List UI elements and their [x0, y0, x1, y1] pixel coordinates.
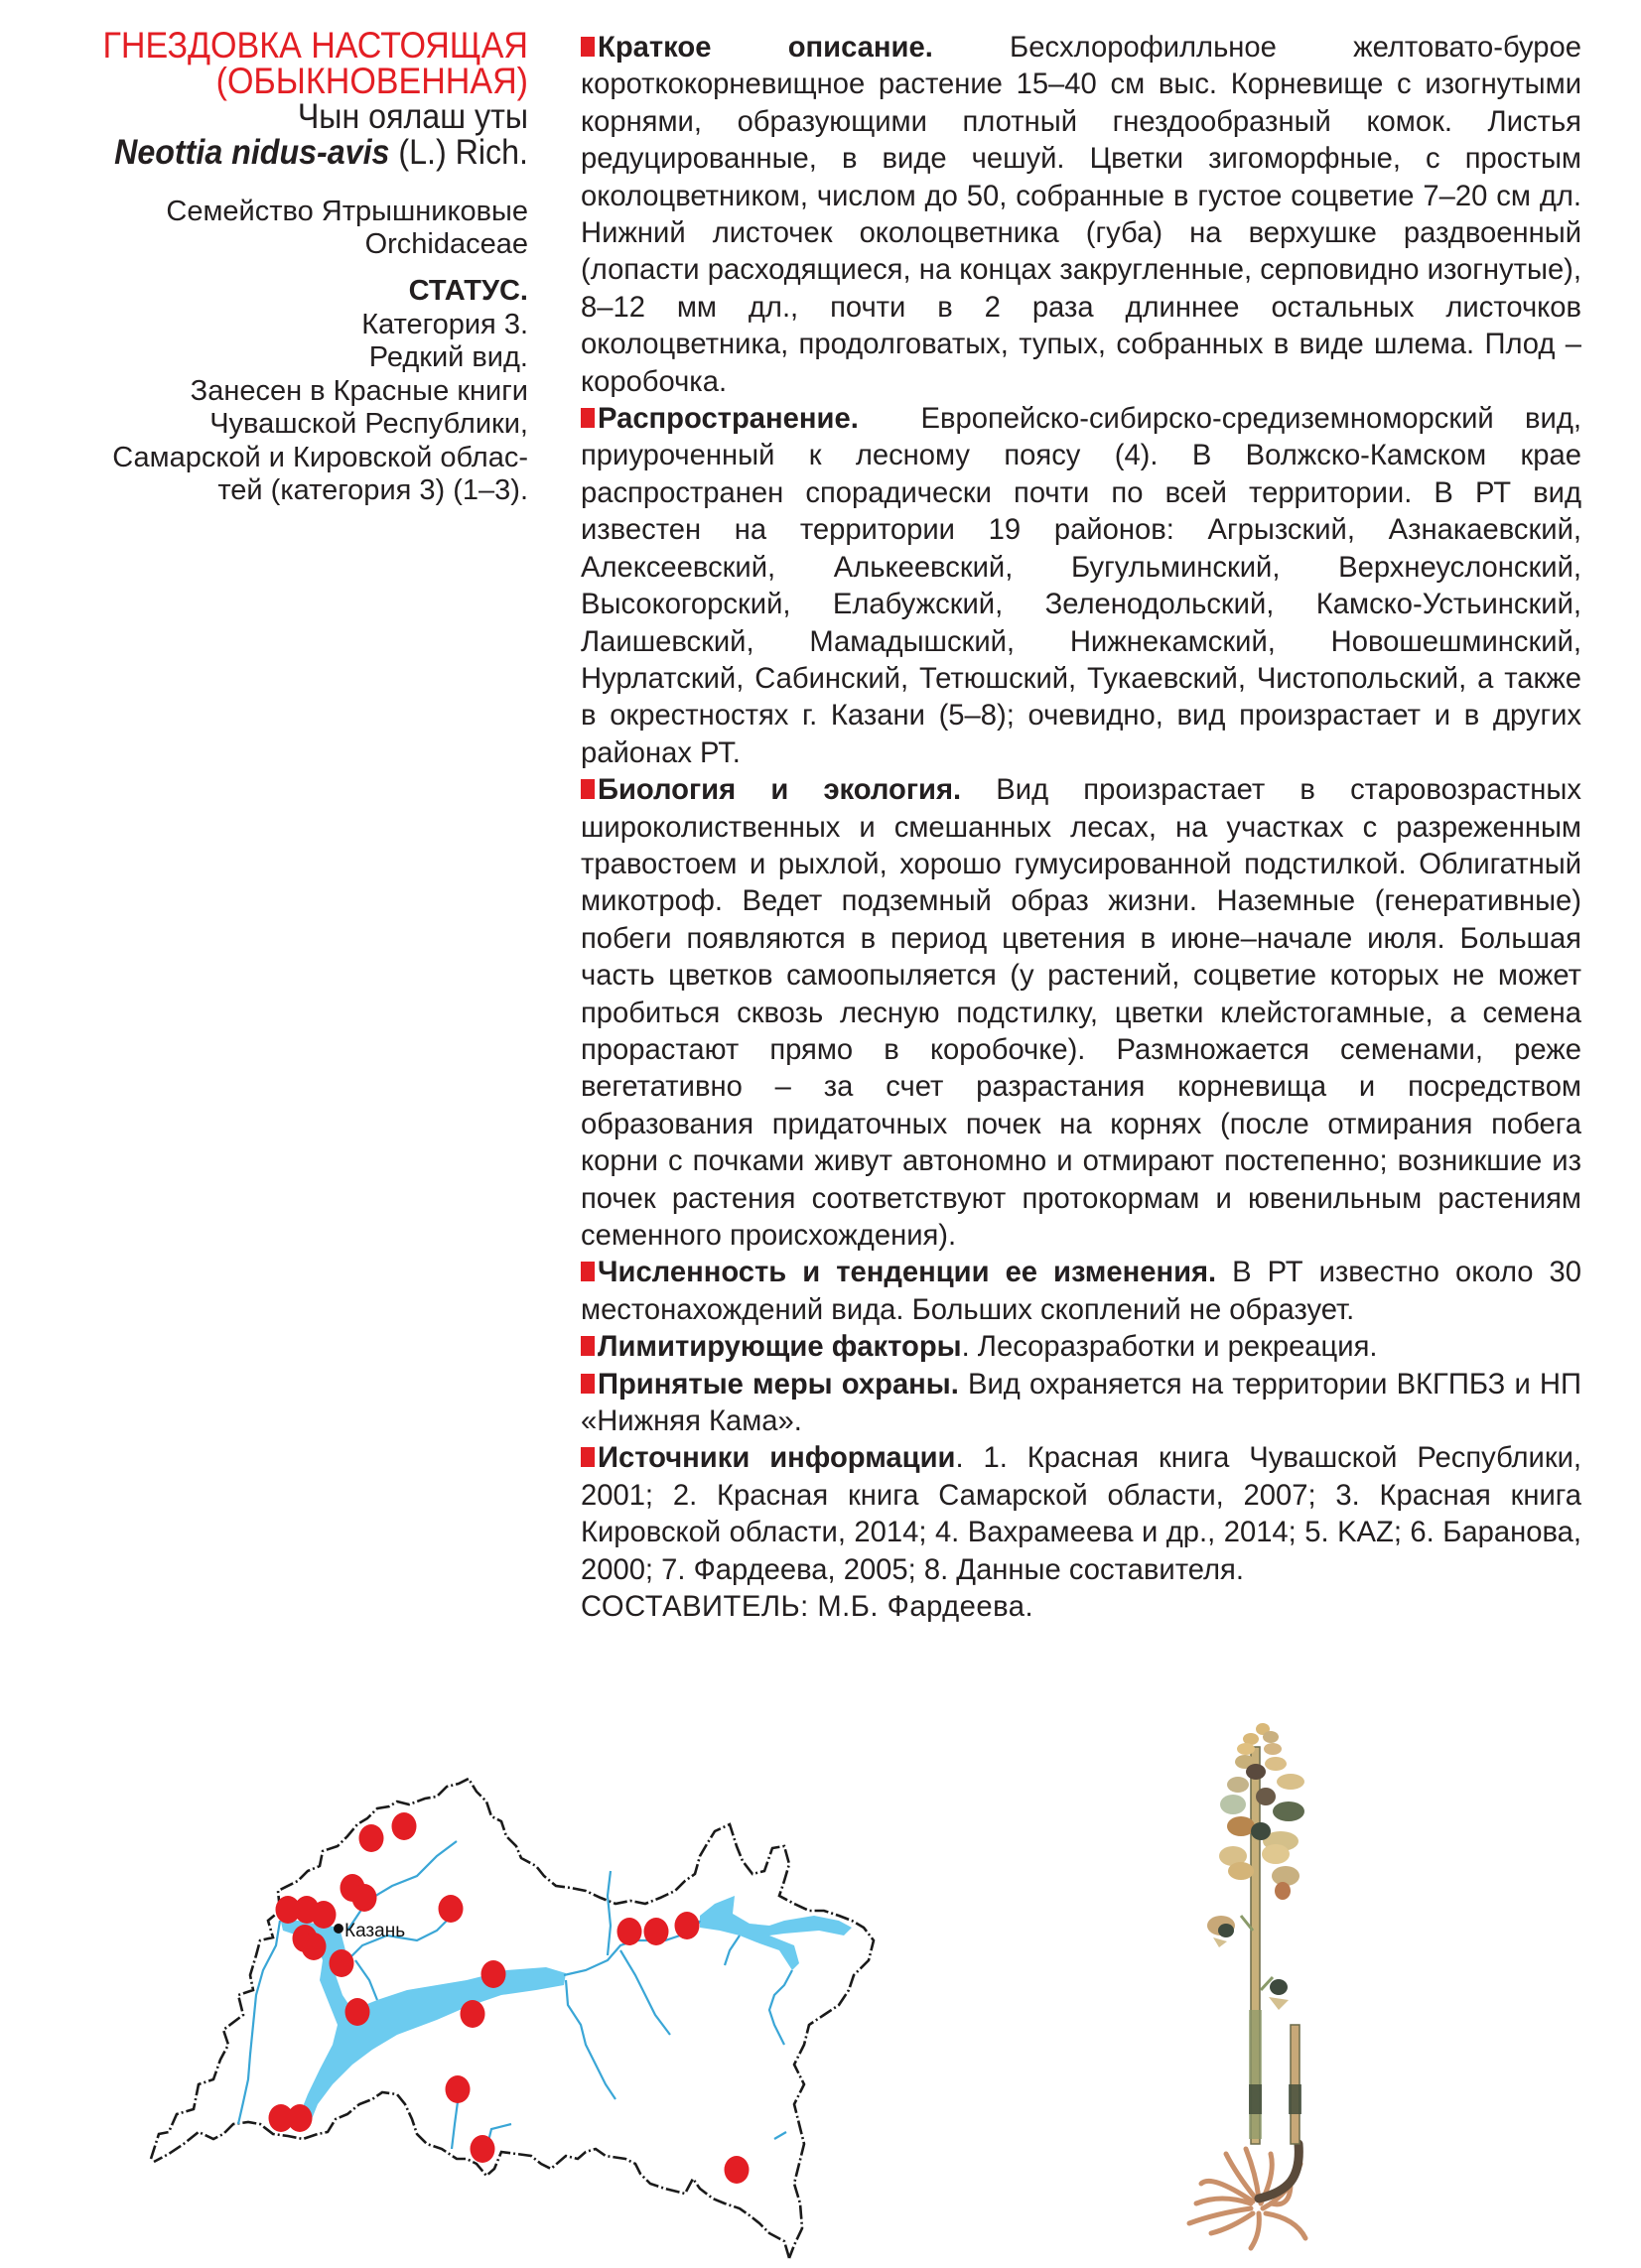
family-ru: Семейство Ятрышниковые	[166, 196, 528, 227]
section-text: Вид охраняется на территории ВКГПБЗ и НП «Нижняя Кама».	[581, 1368, 1581, 1438]
locality-dot	[312, 1901, 337, 1929]
status-line-2: Редкий вид.	[368, 341, 528, 373]
river-kondurcha	[774, 2132, 786, 2139]
section-heading: Биология и экология.	[598, 774, 962, 807]
species-header	[40, 25, 528, 508]
city-marker-kazan	[334, 1924, 343, 1934]
section-limiting-factors	[581, 1329, 1581, 1366]
section-heading: Численность и тенденции ее изменения.	[598, 1257, 1217, 1289]
title-line-2: (ОБЫКНОВЕННАЯ)	[215, 61, 528, 101]
compiler-line: СОСТАВИТЕЛЬ: М.Б. Фардеева.	[581, 1591, 1034, 1624]
section-protection	[581, 1367, 1581, 1441]
latin-binomial: Neottia nidus-avis	[114, 133, 390, 172]
status-line-5: Самарской и Кировской облас-	[112, 441, 528, 473]
river-ik	[769, 1970, 792, 2045]
section-sources	[581, 1440, 1581, 1589]
section-heading: Источники информации	[598, 1442, 956, 1475]
status-line-3: Занесен в Красные книги	[190, 374, 528, 407]
section-abundance	[581, 1255, 1581, 1329]
rivers	[238, 1841, 792, 2149]
locality-dot	[330, 1949, 354, 1977]
stem-sheath	[1249, 2010, 1262, 2139]
river-zay	[620, 1950, 670, 2035]
section-text: . Лесоразработки и рекреация.	[961, 1331, 1378, 1364]
locality-dot	[725, 2156, 750, 2184]
locality-dot	[617, 1918, 642, 1945]
locality-dot	[675, 1912, 700, 1939]
section-bullet-icon	[581, 1336, 595, 1356]
nizhnekamsk-reservoir	[700, 1896, 852, 1970]
status-category: Категория 3.	[361, 308, 528, 340]
section-bullet-icon	[581, 779, 595, 799]
section-text: Европейско-сибирско-средиземноморский вид, приуроченный к лесному поясу (4). В Волжско-Камском крае распространен спорадически почти по всей территории. В РТ вид известен на территории 19 районов: Агрызский, Азнакаевский, Алексеевский, Алькеевский, Бугульминский, Верхнеуслонский, Высокогорский, Елабужский, Зеленодольский, Камско-Устьинский, Лаишевский, Мамадышский, Нижнекамский, Новошешминский, Нурлатский, Сабинский, Тетюшский, Тукаевский, Чистопольский, а также в окрестностях г. Казани (5–8); очевидно, вид произрастает и в других районах РТ.	[581, 403, 1590, 769]
locality-dot	[359, 1824, 384, 1852]
section-text: В РТ известно около 30 местонахождений вида. Больших скоплений не образует.	[581, 1257, 1581, 1326]
species-title-tatar: Чын оялаш уты	[297, 97, 528, 136]
city-label-kazan: Казань	[344, 1921, 406, 1941]
locality-dot	[446, 2075, 471, 2103]
status-line-6: тей (категория 3) (1–3).	[217, 474, 528, 506]
section-text: Вид произрастает в старовозрастных широколиственных и смешанных лесах, на участках с разреженным травостоем и рыхлой, хорошо гумусированной подстилкой. Облигатный микотроф. Ведет подземный образ жизни. Наземные (генеративные) побеги появляются в период цветения в июне–начале июля. Большая часть цветков самоопыляется (у растений, соцветие которых не может пробиться сквозь лесную подстилку, цветки клейстогамные, а семена прорастают прямо в коробочке). Размножается семенами, реже вегетативно – за счет разрастания корневища и посредством образования придаточных почек на корнях (после отмирания побега корни с почками живут автономно и отмирают постепенно; возникшие из почек растения соответствуют протокормам и ювенильным растениям семенного происхождения).	[581, 774, 1581, 1252]
species-description	[581, 30, 1590, 1626]
plant-svg	[1142, 1707, 1469, 2263]
status-block	[40, 275, 528, 508]
river-volga-north	[238, 1921, 280, 2124]
plant-illustration	[1142, 1707, 1469, 2263]
region-border	[151, 1779, 874, 2258]
section-bullet-icon	[581, 408, 595, 428]
river-vyatka	[608, 1871, 611, 1955]
section-bullet-icon	[581, 1447, 595, 1467]
locality-dot	[439, 1895, 464, 1923]
second-stem-sheath	[1289, 2084, 1301, 2114]
locality-dot	[461, 2000, 485, 2028]
section-bullet-icon	[581, 1374, 595, 1394]
status-line-1	[40, 275, 528, 341]
section-text: Бесхлорофилльное желтовато-бурое короткокорневищное растение 15–40 см выс. Корневище с изогнутыми корнями, образующими плотный гнездообразный комок. Листья редуцированные, в виде чешуй. Цветки зигоморфные, с простым околоцветником, числом до 50, собранные в густое соцветие 7–20 см дл. Нижний листочек околоцветника (губа) на верхушке раздвоенный (лопасти расходящиеся, на концах закругленные, серповидно изогнутые), 8–12 мм дл., почти в 2 раза длиннее остальных листочков околоцветника, продолговатых, тупых, собранных в виде шлема. Плод – коробочка.	[581, 32, 1581, 398]
section-description	[581, 30, 1581, 401]
latin-paren: (	[389, 133, 410, 172]
locality-dot	[644, 1918, 669, 1945]
section-biology	[581, 772, 1581, 1255]
locality-dot	[481, 1960, 506, 1988]
locality-dot	[302, 1933, 327, 1960]
section-distribution	[581, 401, 1590, 772]
locality-dot	[471, 2135, 495, 2163]
section-heading: Распространение.	[598, 403, 859, 436]
latin-author: L.) Rich.	[409, 133, 528, 172]
species-title-ru	[78, 25, 528, 101]
locality-dot	[352, 1884, 377, 1912]
section-heading: Краткое описание.	[598, 32, 933, 64]
river-menzelya	[725, 1935, 740, 1965]
stem-sheath-dark	[1249, 2084, 1262, 2114]
family-block	[40, 196, 528, 261]
title-line-1: ГНЕЗДОВКА НАСТОЯЩАЯ	[102, 25, 528, 66]
locality-dot	[392, 1812, 417, 1840]
status-label: СТАТУС.	[408, 275, 528, 307]
section-bullet-icon	[581, 37, 595, 57]
locality-dot	[345, 1998, 370, 2026]
distribution-map	[0, 1687, 993, 2265]
locality-dot	[288, 2104, 313, 2132]
section-heading: Принятые меры охраны.	[598, 1368, 959, 1401]
family-latin: Orchidaceae	[364, 228, 528, 260]
section-heading: Лимитирующие факторы	[598, 1331, 962, 1364]
species-title-latin	[78, 134, 528, 172]
inflorescence	[1219, 1723, 1304, 1900]
lower-flowers	[1207, 1916, 1289, 2010]
region-border-south	[154, 2092, 789, 2258]
root-cluster	[1189, 2149, 1305, 2248]
status-line-4: Чувашской Республики,	[209, 408, 528, 440]
river-sheshma	[566, 1980, 615, 2099]
river-sviyaga	[355, 1960, 377, 2000]
section-bullet-icon	[581, 1262, 595, 1281]
map-svg	[0, 1687, 993, 2265]
section-text: . 1. Красная книга Чувашской Республики, 2001; 2. Красная книга Самарской области, 2007; 3. Красная книга Кировской области, 2014; 4. Вахрамеева и др., 2014; 5. KAZ; 6. Баранова, 2000; 7. Фардеева, 2005; 8. Данные составителя.	[581, 1442, 1581, 1586]
